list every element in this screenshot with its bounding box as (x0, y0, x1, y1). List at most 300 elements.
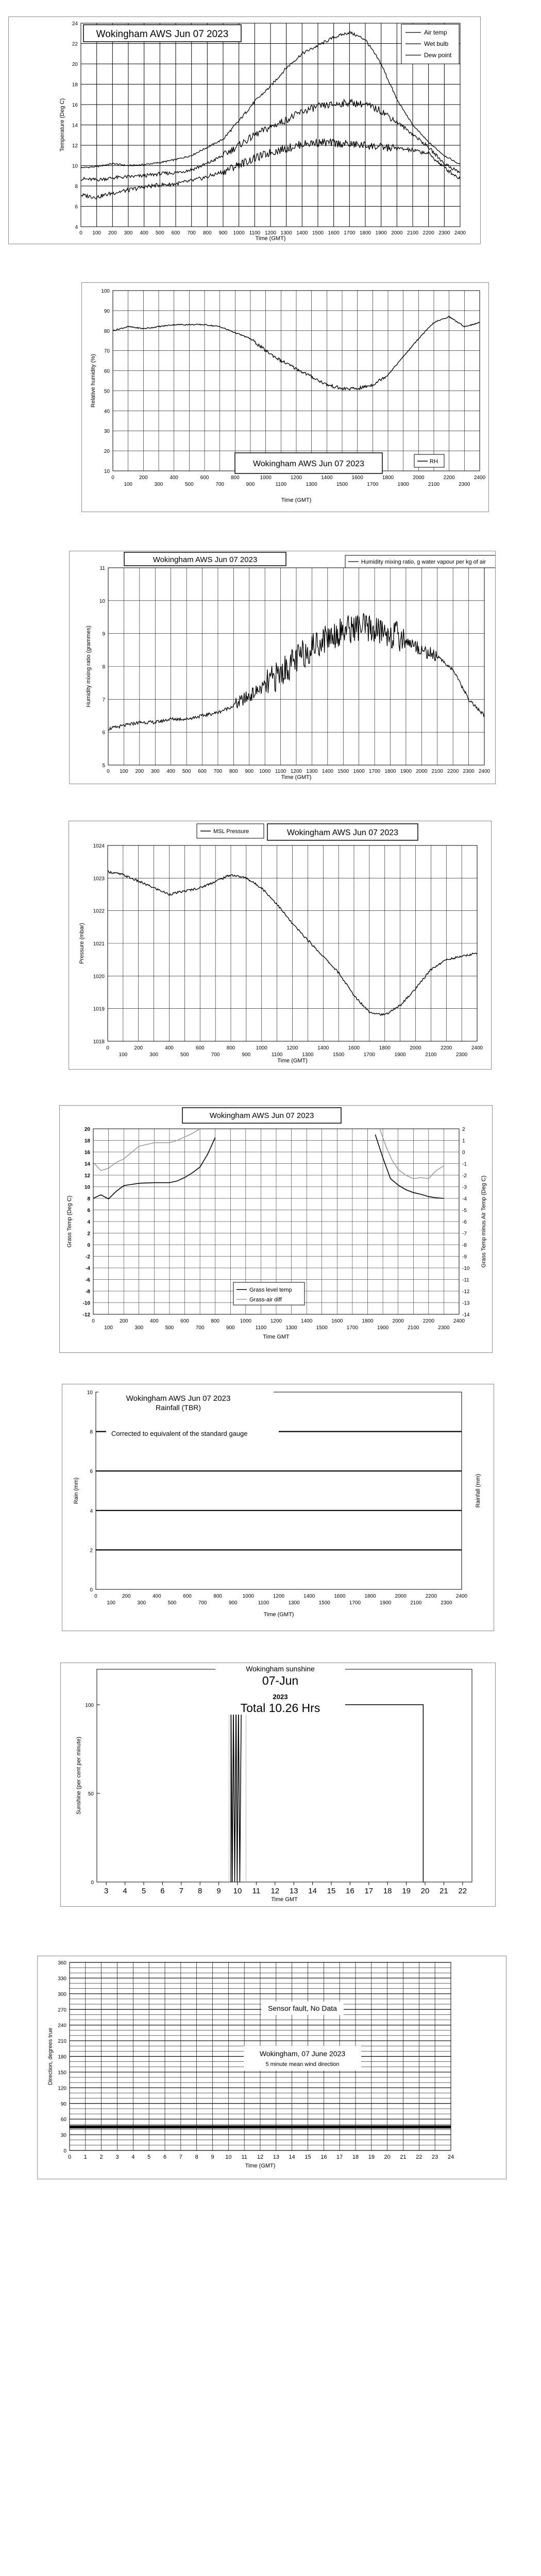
x-tick-label: 0 (67, 2154, 72, 2160)
x-tick-label: 400 (149, 1318, 159, 1324)
x-tick-label: 2400 (474, 475, 486, 481)
y-tick-label: 2 (87, 1231, 90, 1237)
x-tick-label: 10 (225, 2154, 232, 2160)
y-tick-label: 11 (99, 566, 105, 571)
y-right-tick-label: -1 (462, 1161, 467, 1167)
x-tick-label: 900 (245, 769, 254, 774)
temperature-chart (9, 17, 480, 244)
x-tick-label: 1900 (375, 230, 387, 236)
x-tick-label: 1100 (271, 1052, 283, 1058)
x-tick-label: 2300 (459, 482, 470, 487)
x-tick-label: 1600 (331, 1318, 343, 1324)
x-tick-label: 1900 (394, 1052, 406, 1058)
chart-title: Wokingham AWS Jun 07 2023 (286, 828, 399, 837)
x-tick-label: 900 (218, 230, 228, 236)
chart-title: Wokingham AWS Jun 07 2023 (153, 555, 258, 564)
y-tick-label: 60 (104, 368, 110, 375)
x-tick-label: 1700 (368, 769, 381, 774)
x-tick-label: 20 (384, 2154, 391, 2160)
x-tick-label: 1100 (275, 482, 287, 487)
chart-date: 07-Jun (262, 1674, 299, 1687)
y-tick-label: 16 (72, 103, 78, 108)
x-tick-label: 19 (402, 1887, 411, 1895)
x-tick-label: 14 (308, 1887, 317, 1895)
wind-direction-chart-panel (37, 1956, 506, 2179)
legend-entry: Grass level temp (249, 1287, 292, 1293)
x-tick-label: 1900 (397, 482, 409, 487)
x-tick-label: 100 (92, 230, 102, 236)
y-right-tick-label: -11 (462, 1277, 469, 1283)
y-tick-label: 10 (87, 1390, 93, 1396)
x-tick-label: 7 (179, 2154, 182, 2160)
wind-direction-chart (38, 1956, 506, 2179)
x-tick-label: 2200 (425, 1594, 437, 1599)
x-tick-label: 900 (228, 1600, 238, 1606)
x-tick-label: 7 (179, 1887, 183, 1895)
x-tick-label: 22 (416, 2154, 422, 2160)
y-tick-label: 12 (72, 143, 78, 149)
x-tick-label: 2100 (410, 1600, 422, 1606)
y-tick-label: 360 (58, 1960, 66, 1966)
y-tick-label: 20 (84, 1127, 90, 1132)
x-tick-label: 0 (79, 230, 82, 236)
x-tick-label: 13 (273, 2154, 279, 2160)
x-tick-label: 21 (400, 2154, 407, 2160)
x-tick-label: 2100 (408, 1325, 419, 1331)
pressure-chart-panel (69, 821, 492, 1070)
y-tick-label: 180 (58, 2054, 66, 2060)
y-tick-label: -12 (82, 1312, 90, 1318)
x-tick-label: 1300 (306, 482, 317, 487)
x-tick-label: 1500 (336, 482, 348, 487)
x-tick-label: 600 (200, 475, 209, 481)
legend-entry: MSL Pressure (213, 828, 249, 835)
y-tick-label: 10 (104, 469, 110, 474)
y-tick-label: 0 (91, 1880, 94, 1886)
x-tick-label: 1000 (260, 475, 272, 481)
x-axis-label: Time (GMT) (263, 1612, 294, 1618)
rainfall-chart-panel (62, 1384, 494, 1631)
x-tick-label: 11 (252, 1887, 261, 1895)
y-right-tick-label: -6 (462, 1219, 467, 1225)
mixing-ratio-chart-panel (69, 551, 496, 784)
x-tick-label: 1600 (353, 769, 365, 774)
chart-title: Wokingham AWS Jun 07 2023 (209, 1111, 314, 1120)
y-axis-label: Relative humidity (%) (90, 354, 96, 408)
y-axis-label: Grass Temp (Deg C) (66, 1195, 73, 1248)
humidity-chart (82, 283, 488, 512)
x-tick-label: 300 (137, 1600, 146, 1606)
y-tick-label: 330 (58, 1976, 66, 1982)
chart-title: Wokingham AWS Jun 07 2023 (126, 1394, 231, 1403)
x-tick-label: 0 (94, 1594, 97, 1599)
y-tick-label: 2 (90, 1548, 93, 1554)
y-tick-label: 1018 (93, 1039, 105, 1045)
y-tick-label: 1022 (93, 908, 105, 914)
y-right-tick-label: -10 (462, 1266, 470, 1272)
x-tick-label: 700 (213, 769, 223, 774)
y-tick-label: 5 (102, 763, 105, 769)
x-tick-label: 5 (147, 2154, 151, 2160)
y-tick-label: 30 (60, 2132, 66, 2139)
x-tick-label: 700 (198, 1600, 207, 1606)
x-tick-label: 1400 (301, 1318, 313, 1324)
y-tick-label: 0 (90, 1587, 93, 1593)
x-tick-label: 100 (124, 482, 133, 487)
y-tick-label: 90 (60, 2101, 66, 2107)
y-tick-label: 50 (104, 388, 110, 395)
x-tick-label: 0 (111, 475, 114, 481)
x-tick-label: 1700 (363, 1052, 375, 1058)
x-tick-label: 0 (107, 769, 110, 774)
y-right-tick-label: -5 (462, 1208, 467, 1214)
pressure-chart (69, 821, 491, 1069)
x-tick-label: 1200 (290, 769, 302, 774)
y-axis-label: Pressure (mbar) (79, 923, 85, 964)
y-tick-label: 6 (75, 204, 78, 210)
sunshine-chart-panel (60, 1663, 496, 1907)
x-tick-label: 1900 (400, 769, 412, 774)
x-tick-label: 8 (195, 2154, 198, 2160)
x-tick-label: 800 (229, 769, 238, 774)
x-tick-label: 15 (327, 1887, 336, 1895)
y-tick-label: 14 (84, 1161, 90, 1167)
x-tick-label: 2000 (416, 769, 428, 774)
x-tick-label: 4 (131, 2154, 135, 2160)
x-tick-label: 1200 (270, 1318, 282, 1324)
x-tick-label: 2100 (407, 230, 419, 236)
y-tick-label: 6 (87, 1208, 90, 1214)
x-tick-label: 15 (305, 2154, 311, 2160)
x-tick-label: 200 (119, 1318, 128, 1324)
y-tick-label: 4 (87, 1219, 90, 1225)
x-tick-label: 1700 (344, 230, 356, 236)
y-tick-label: 7 (102, 697, 105, 703)
x-tick-label: 500 (165, 1325, 174, 1331)
x-tick-label: 1800 (382, 475, 394, 481)
x-tick-label: 1000 (242, 1594, 254, 1599)
x-tick-label: 300 (150, 769, 160, 774)
y-tick-label: 100 (101, 289, 110, 294)
x-tick-label: 1 (83, 2154, 87, 2160)
chart-title: Wokingham AWS Jun 07 2023 (252, 460, 365, 468)
chart-title: Wokingham AWS Jun 07 2023 (96, 29, 229, 40)
plot-area (96, 1392, 462, 1589)
y-axis-label: Humidity mixing ratio (grammes) (86, 625, 92, 707)
humidity-chart-panel (81, 282, 489, 512)
x-tick-label: 8 (198, 1887, 202, 1895)
x-tick-label: 16 (346, 1887, 354, 1895)
x-tick-label: 11 (241, 2154, 247, 2160)
x-tick-label: 0 (92, 1318, 95, 1324)
x-tick-label: 1400 (303, 1594, 315, 1599)
x-tick-label: 300 (124, 230, 133, 236)
x-tick-label: 6 (163, 2154, 167, 2160)
grass-temp-chart-panel (59, 1105, 493, 1353)
y-right-tick-label: -7 (462, 1231, 467, 1237)
chart-note: Corrected to equivalent of the standard gauge (111, 1430, 248, 1437)
x-tick-label: 500 (180, 1052, 189, 1058)
y-tick-label: 150 (58, 2070, 66, 2076)
x-axis-label: Time GMT (271, 1896, 298, 1903)
y-tick-label: 8 (90, 1429, 93, 1435)
x-tick-label: 2400 (471, 1045, 483, 1051)
x-tick-label: 500 (155, 230, 164, 236)
x-tick-label: 700 (215, 482, 225, 487)
chart-year: 2023 (273, 1693, 288, 1701)
x-tick-label: 300 (154, 482, 163, 487)
x-tick-label: 600 (183, 1594, 192, 1599)
x-tick-label: 2000 (392, 1318, 404, 1324)
y-tick-label: -4 (86, 1266, 90, 1272)
x-tick-label: 2400 (455, 1594, 468, 1599)
y-tick-label: 1021 (93, 941, 105, 947)
y-tick-label: 210 (58, 2039, 66, 2045)
temperature-chart-panel (8, 16, 481, 244)
y-tick-label: 9 (102, 631, 105, 637)
legend-entry: Air temp (424, 29, 447, 36)
y-tick-label: 70 (104, 348, 110, 354)
legend-entry: Wet bulb (424, 40, 449, 47)
y-tick-label: 12 (84, 1173, 90, 1179)
y-tick-label: 300 (58, 1991, 66, 1997)
x-tick-label: 1700 (346, 1325, 359, 1331)
x-tick-label: 1900 (379, 1600, 392, 1606)
y-right-tick-label: -13 (462, 1300, 470, 1307)
y-tick-label: 50 (88, 1791, 94, 1797)
x-tick-label: 1200 (290, 475, 302, 481)
y-right-tick-label: 1 (462, 1138, 465, 1144)
y-tick-label: -2 (86, 1254, 90, 1260)
x-tick-label: 1600 (351, 475, 363, 481)
y-axis-label: Sunshine (per cent per minute) (76, 1736, 82, 1815)
x-tick-label: 23 (432, 2154, 438, 2160)
x-tick-label: 800 (202, 230, 212, 236)
y-tick-label: 18 (72, 82, 78, 88)
x-tick-label: 2000 (391, 230, 403, 236)
x-tick-label: 2300 (456, 1052, 468, 1058)
y-tick-label: 30 (104, 429, 110, 435)
x-tick-label: 24 (447, 2154, 454, 2160)
x-tick-label: 1600 (334, 1594, 346, 1599)
x-tick-label: 700 (211, 1052, 220, 1058)
y-tick-label: 0 (87, 1243, 90, 1248)
x-tick-label: 100 (107, 1600, 115, 1606)
y-tick-label: 1024 (93, 843, 105, 849)
x-tick-label: 800 (213, 1594, 223, 1599)
x-axis-label: Time (GMT) (255, 235, 286, 242)
y-tick-label: 120 (58, 2086, 66, 2092)
x-tick-label: 2000 (395, 1594, 407, 1599)
y-tick-label: 6 (102, 730, 105, 736)
x-tick-label: 1800 (362, 1318, 374, 1324)
y-right-tick-label: -3 (462, 1184, 467, 1191)
chart-total: Total 10.26 Hrs (240, 1701, 320, 1715)
x-tick-label: 700 (195, 1325, 205, 1331)
y-tick-label: 4 (90, 1508, 93, 1514)
sunshine-chart (61, 1663, 495, 1906)
y-tick-label: 1020 (93, 974, 105, 980)
y-right-tick-label: -4 (462, 1196, 467, 1202)
legend-entry: Humidity mixing ratio, g water vapour per kg of air (361, 559, 486, 565)
x-tick-label: 2300 (438, 1325, 450, 1331)
x-tick-label: 17 (364, 1887, 374, 1895)
x-tick-label: 1400 (296, 230, 308, 236)
legend-entry: RH (430, 459, 438, 465)
x-tick-label: 1400 (322, 769, 333, 774)
x-tick-label: 14 (289, 2154, 295, 2160)
x-tick-label: 1600 (328, 230, 340, 236)
x-tick-label: 600 (180, 1318, 189, 1324)
x-tick-label: 2000 (410, 1045, 421, 1051)
x-tick-label: 19 (368, 2154, 375, 2160)
x-tick-label: 2200 (447, 769, 459, 774)
x-tick-label: 1100 (275, 769, 286, 774)
y-tick-label: 10 (72, 163, 78, 170)
y-tick-label: 8 (75, 184, 78, 190)
x-tick-label: 200 (108, 230, 117, 236)
y-tick-label: 0 (63, 2148, 66, 2154)
x-tick-label: 10 (233, 1887, 242, 1895)
x-tick-label: 1100 (258, 1600, 269, 1606)
rainfall-chart (62, 1384, 494, 1631)
x-tick-label: 3 (115, 2154, 119, 2160)
y-tick-label: 40 (104, 409, 110, 415)
x-tick-label: 2100 (428, 482, 440, 487)
y-right-axis-label: Rainfall (mm) (475, 1473, 481, 1508)
x-tick-label: 2300 (438, 230, 450, 236)
x-tick-label: 100 (120, 769, 128, 774)
x-tick-label: 22 (458, 1887, 467, 1895)
x-tick-label: 2000 (413, 475, 425, 481)
x-tick-label: 1700 (349, 1600, 361, 1606)
x-tick-label: 1000 (259, 769, 271, 774)
x-tick-label: 500 (167, 1600, 177, 1606)
x-tick-label: 300 (149, 1052, 158, 1058)
y-tick-label: 8 (87, 1196, 90, 1202)
x-tick-label: 1100 (249, 230, 261, 236)
x-tick-label: 1300 (302, 1052, 314, 1058)
x-tick-label: 1000 (256, 1045, 267, 1051)
x-tick-label: 12 (257, 2154, 264, 2160)
x-axis-label: Time (GMT) (245, 2163, 276, 2169)
x-tick-label: 1500 (337, 769, 349, 774)
y-axis-label: Direction, degrees true (47, 2027, 54, 2086)
legend-entry: Dew point (424, 52, 452, 59)
x-tick-label: 600 (198, 769, 207, 774)
y-right-axis-label: Grass Temp minus Air Temp (Deg C) (481, 1175, 487, 1268)
y-tick-label: 80 (104, 328, 110, 334)
x-tick-label: 1700 (367, 482, 379, 487)
y-tick-label: 10 (99, 598, 105, 604)
y-tick-label: 18 (84, 1138, 90, 1144)
x-tick-label: 2200 (441, 1045, 452, 1051)
x-tick-label: 100 (104, 1325, 113, 1331)
y-tick-label: 1023 (93, 876, 105, 882)
y-tick-label: 8 (102, 664, 105, 670)
y-tick-label: 20 (104, 449, 110, 455)
x-tick-label: 2400 (454, 230, 466, 236)
x-tick-label: 400 (166, 769, 176, 774)
x-tick-label: 900 (226, 1325, 235, 1331)
y-tick-label: 100 (85, 1702, 94, 1708)
x-tick-label: 13 (289, 1887, 298, 1895)
x-tick-label: 2200 (443, 475, 455, 481)
x-tick-label: 1200 (286, 1045, 298, 1051)
y-tick-label: 90 (104, 308, 110, 314)
x-tick-label: 2 (99, 2154, 103, 2160)
x-tick-label: 2300 (441, 1600, 452, 1606)
x-tick-label: 6 (160, 1887, 165, 1895)
y-tick-label: 4 (75, 225, 78, 230)
y-tick-label: 60 (60, 2117, 66, 2123)
x-axis-label: Time (GMT) (281, 497, 312, 503)
mixing-ratio-chart (70, 551, 495, 784)
x-tick-label: 200 (135, 769, 144, 774)
x-tick-label: 1800 (379, 1045, 391, 1051)
chart-note: Sensor fault, No Data (268, 2004, 337, 2012)
x-tick-label: 400 (140, 230, 149, 236)
x-tick-label: 18 (352, 2154, 359, 2160)
x-tick-label: 400 (152, 1594, 161, 1599)
x-axis-label: Time (GMT) (277, 1058, 308, 1064)
y-tick-label: -10 (82, 1300, 90, 1307)
chart-title: Wokingham, 07 June 2023 (259, 2049, 346, 2058)
x-tick-label: 1300 (306, 769, 318, 774)
x-tick-label: 5 (141, 1887, 146, 1895)
chart-subtitle: 5 minute mean wind direction (265, 2061, 340, 2067)
x-tick-label: 9 (211, 2154, 214, 2160)
chart-title: Wokingham sunshine (246, 1665, 315, 1673)
series-line-1 (380, 1129, 444, 1179)
y-tick-label: 240 (58, 2023, 66, 2029)
x-tick-label: 2100 (425, 1052, 437, 1058)
x-tick-label: 2200 (422, 230, 434, 236)
x-tick-label: 1500 (316, 1325, 328, 1331)
x-tick-label: 1300 (280, 230, 292, 236)
y-tick-label: 1019 (93, 1006, 105, 1012)
x-axis-label: Time (GMT) (281, 774, 312, 781)
x-tick-label: 1200 (273, 1594, 285, 1599)
x-axis-label: Time GMT (263, 1334, 290, 1340)
y-tick-label: 6 (90, 1469, 93, 1475)
x-tick-label: 0 (106, 1045, 109, 1051)
y-tick-label: -6 (86, 1277, 90, 1283)
y-right-tick-label: -12 (462, 1289, 470, 1295)
y-right-tick-label: 2 (462, 1127, 465, 1132)
x-tick-label: 600 (195, 1045, 205, 1051)
x-tick-label: 3 (104, 1887, 109, 1895)
x-tick-label: 1000 (240, 1318, 251, 1324)
grass-temp-chart (60, 1106, 492, 1352)
y-tick-label: 24 (72, 21, 78, 27)
x-tick-label: 2400 (478, 769, 491, 774)
x-tick-label: 2400 (453, 1318, 465, 1324)
x-tick-label: 900 (246, 482, 255, 487)
x-tick-label: 300 (134, 1325, 144, 1331)
x-tick-label: 16 (320, 2154, 327, 2160)
x-tick-label: 200 (139, 475, 148, 481)
x-tick-label: 1300 (288, 1600, 300, 1606)
y-right-tick-label: -2 (462, 1173, 467, 1179)
x-tick-label: 21 (439, 1887, 448, 1895)
x-tick-label: 400 (165, 1045, 174, 1051)
x-tick-label: 1000 (233, 230, 245, 236)
y-axis-label: Temperature (Deg C) (59, 98, 65, 152)
x-tick-label: 500 (184, 482, 194, 487)
chart-subtitle: Rainfall (TBR) (156, 1403, 201, 1412)
series-line-1 (93, 1129, 200, 1171)
